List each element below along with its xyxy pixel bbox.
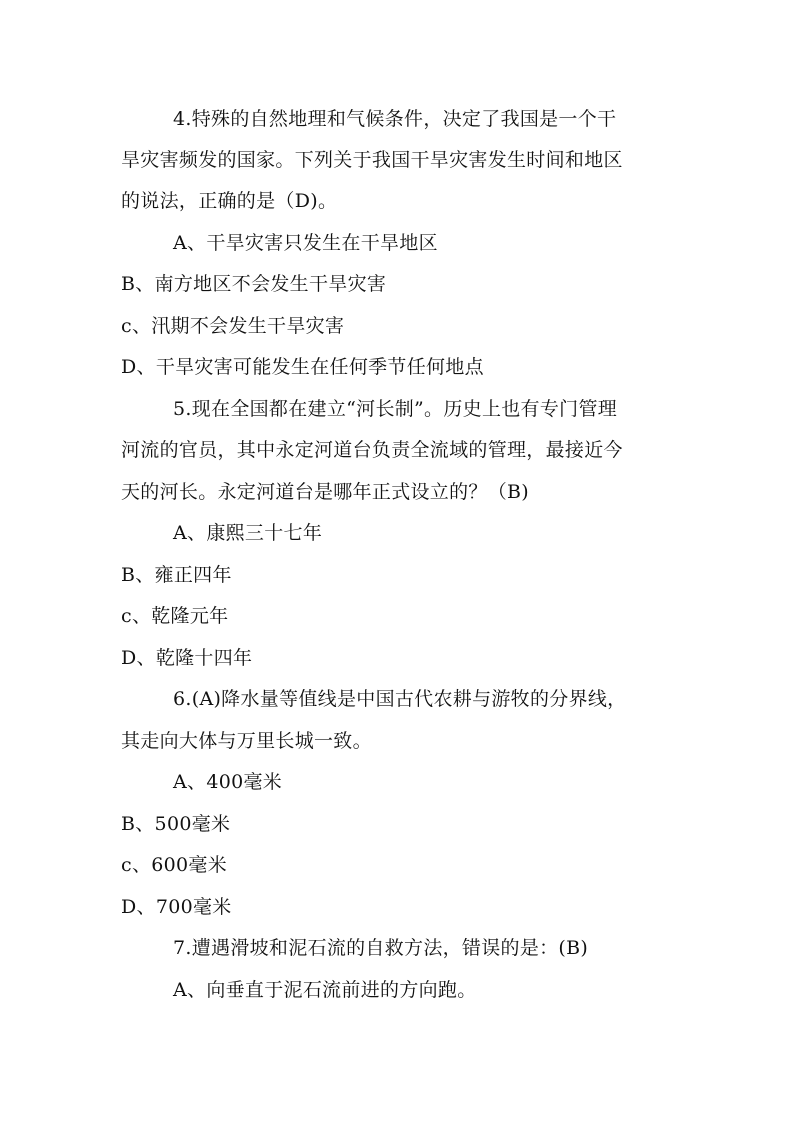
question-5-line-3: 天的河长。永定河道台是哪年正式设立的？（B) [121, 481, 529, 503]
question-7-option-a: A、向垂直于泥石流前进的方向跑。 [173, 979, 477, 1001]
question-6-line-2: 其走向大体与万里长城一致。 [121, 730, 372, 752]
question-4-option-c: c、汛期不会发生干旱灾害 [121, 315, 345, 337]
question-4-line-1: 4.特殊的自然地理和气候条件，决定了我国是一个干 [173, 108, 617, 130]
question-5-line-1: 5.现在全国都在建立“河长制”。历史上也有专门管理 [173, 398, 618, 420]
question-6-option-c: c、600毫米 [121, 854, 228, 876]
question-6-line-1: 6.(A)降水量等值线是中国古代农耕与游牧的分界线， [173, 688, 627, 710]
question-4-option-d: D、干旱灾害可能发生在任何季节任何地点 [121, 356, 484, 378]
question-4-line-2: 旱灾害频发的国家。下列关于我国干旱灾害发生时间和地区 [121, 149, 623, 171]
question-6-option-d: D、700毫米 [121, 896, 232, 918]
question-4-line-3: 的说法，正确的是（D)。 [121, 190, 338, 212]
question-4-option-a: A、干旱灾害只发生在干旱地区 [173, 232, 438, 254]
question-5-option-d: D、乾隆十四年 [121, 647, 253, 669]
question-6-option-a: A、400毫米 [173, 771, 283, 793]
question-5-option-c: c、乾隆元年 [121, 605, 229, 627]
question-5-option-b: B、雍正四年 [121, 564, 232, 586]
question-4-option-b: B、南方地区不会发生干旱灾害 [121, 273, 387, 295]
question-7-line-1: 7.遭遇滑坡和泥石流的自救方法，错误的是：(B) [173, 937, 589, 959]
question-6-option-b: B、500毫米 [121, 813, 231, 835]
question-5-option-a: A、康熙三十七年 [173, 522, 323, 544]
question-5-line-2: 河流的官员，其中永定河道台负责全流域的管理，最接近今 [121, 439, 623, 461]
